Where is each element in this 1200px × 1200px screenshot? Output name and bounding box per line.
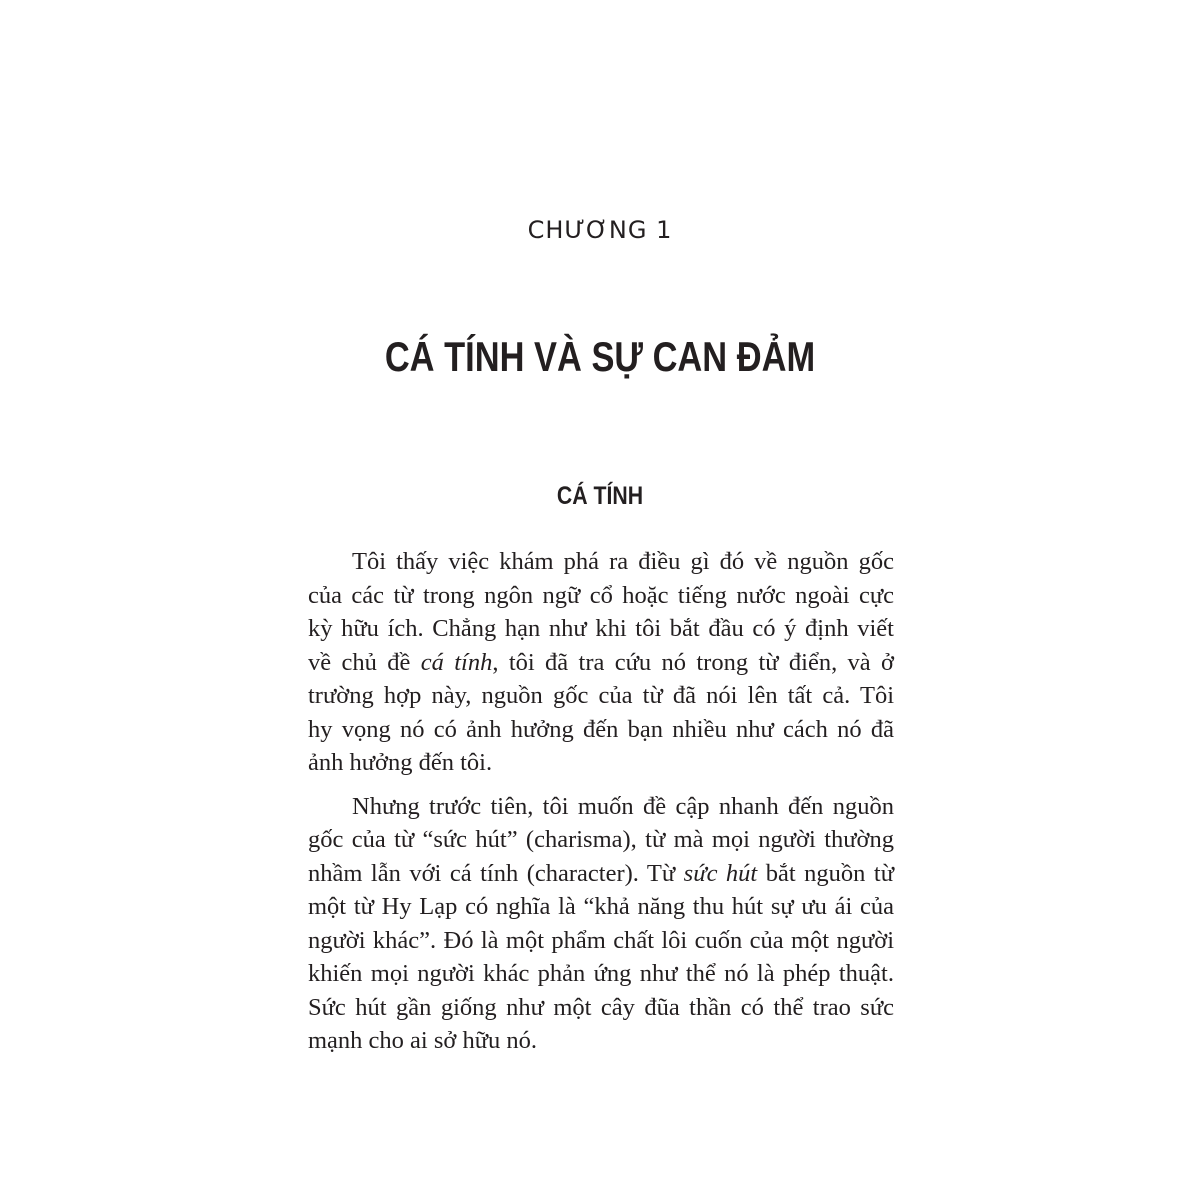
text-line: mạnh cho ai sở hữu nó.: [308, 1027, 538, 1054]
text-line: Sức hút gần giống như một cây đũa thần có thể trao sức: [308, 993, 894, 1021]
text-line: khiến mọi người khác phản ứng như thể nó là phép thuật.: [308, 960, 894, 987]
text-line: Nhưng trước tiên, tôi muốn đề cập nhanh đến nguồn: [352, 792, 894, 820]
text-line: về chủ đề cá tính, tôi đã tra cứu nó trong từ điển, và ở: [308, 648, 894, 676]
paragraph-1: [308, 545, 894, 780]
text-line: hy vọng nó có ảnh hưởng đến bạn nhiều như cách nó đã: [308, 715, 894, 743]
text-line: trường hợp này, nguồn gốc của từ đã nói lên tất cả. Tôi: [308, 682, 894, 709]
text-line: gốc của từ “sức hút” (charisma), từ mà mọi người thường: [308, 826, 894, 853]
text-line: kỳ hữu ích. Chẳng hạn như khi tôi bắt đầu có ý định viết: [308, 615, 894, 642]
text-line: Tôi thấy việc khám phá ra điều gì đó về nguồn gốc: [352, 548, 894, 575]
paragraph-2: [308, 790, 894, 1058]
text-line: nhầm lẫn với cá tính (character). Từ sức hút bắt nguồn từ: [308, 859, 894, 887]
text-line: ảnh hưởng đến tôi.: [308, 749, 493, 776]
text-line: một từ Hy Lạp có nghĩa là “khả năng thu hút sự ưu ái của: [308, 893, 894, 920]
text-line: của các từ trong ngôn ngữ cổ hoặc tiếng nước ngoài cực: [308, 581, 894, 609]
chapter-label: CHƯƠNG 1: [527, 216, 673, 244]
emphasis-text: sức hút: [683, 859, 758, 887]
text-line: người khác”. Đó là một phẩm chất lôi cuốn của một người: [308, 926, 894, 954]
body-text: [308, 545, 894, 1068]
chapter-title: CÁ TÍNH VÀ SỰ CAN ĐẢM: [384, 333, 816, 380]
emphasis-text: cá tính: [420, 648, 493, 676]
section-heading: CÁ TÍNH: [556, 482, 644, 510]
